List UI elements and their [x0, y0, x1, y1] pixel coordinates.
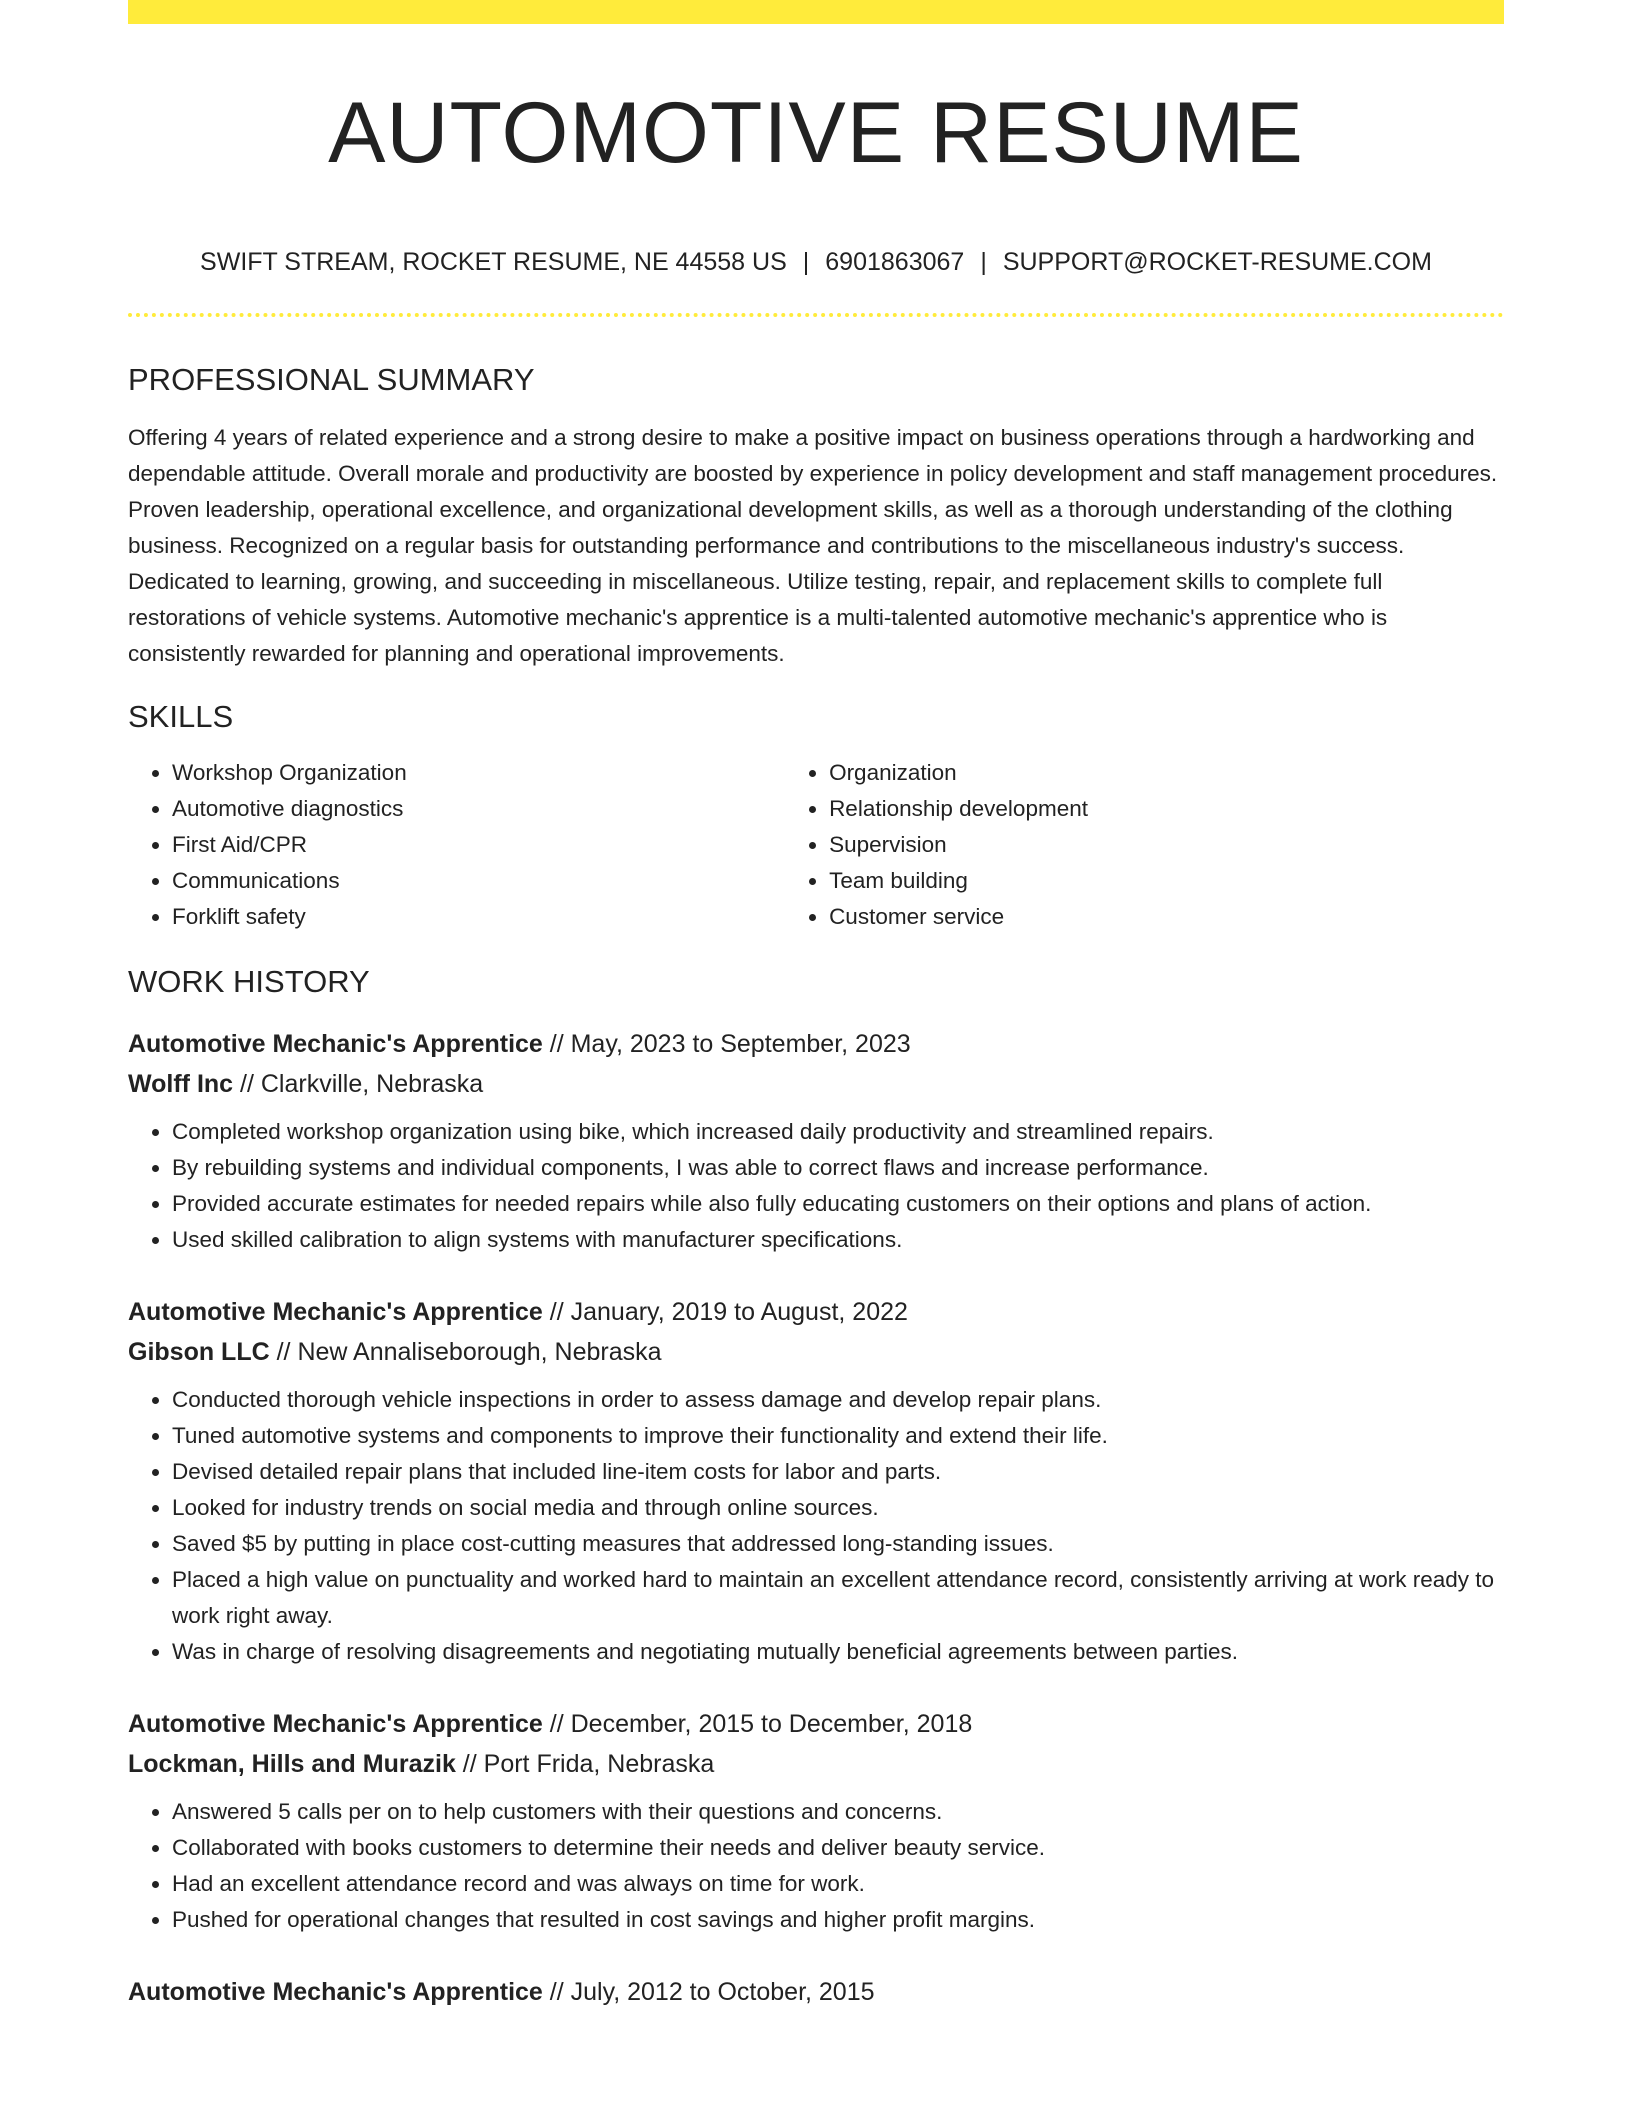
job-title: Automotive Mechanic's Apprentice — [128, 1710, 543, 1739]
job-bullets — [128, 1794, 1504, 1938]
summary-heading: PROFESSIONAL SUMMARY — [128, 361, 535, 397]
job-bullet: • Had an excellent attendance record and was always on time for work. — [172, 1866, 1504, 1902]
job-bullet: • Collaborated with books customers to determine their needs and deliver beauty service. — [172, 1830, 1504, 1866]
job-bullet: • Placed a high value on punctuality and worked hard to maintain an excellent attendance record, consistently arriving at work ready to work right away. — [172, 1562, 1504, 1634]
job-entry — [128, 1292, 1504, 1670]
job-title-line — [128, 1972, 1504, 2012]
job-title: Automotive Mechanic's Apprentice — [128, 1030, 543, 1059]
job-bullet: • Was in charge of resolving disagreements and negotiating mutually beneficial agreements between parties. — [172, 1634, 1504, 1670]
job-title: Automotive Mechanic's Apprentice — [128, 1978, 543, 2007]
skills-list — [128, 755, 1504, 935]
job-company: Gibson LLC — [128, 1338, 270, 1367]
skill-item: • Workshop Organization — [172, 755, 785, 791]
contact-separator: | — [802, 247, 810, 276]
dotted-divider — [128, 313, 1504, 317]
job-location: // New Annaliseborough, Nebraska — [269, 1338, 662, 1367]
job-bullet: • Completed workshop organization using bike, which increased daily productivity and streamlined repairs. — [172, 1114, 1504, 1150]
contact-phone: 6901863067 — [825, 247, 965, 276]
job-title-line — [128, 1292, 1504, 1332]
job-title-line — [128, 1704, 1504, 1744]
job-bullet: • By rebuilding systems and individual components, I was able to correct flaws and increase performance. — [172, 1150, 1504, 1186]
job-company-line — [128, 1064, 1504, 1104]
contact-line — [128, 247, 1504, 277]
skill-item: • Forklift safety — [172, 899, 785, 935]
skill-item: • Relationship development — [829, 791, 1504, 827]
resume-name: AUTOMOTIVE RESUME — [328, 85, 1304, 181]
contact-separator: | — [980, 247, 987, 276]
job-bullet: • Answered 5 calls per on to help customers with their questions and concerns. — [172, 1794, 1504, 1830]
job-entry — [128, 1024, 1504, 1258]
skill-item: • Automotive diagnostics — [172, 791, 785, 827]
contact-email: SUPPORT@ROCKET-RESUME.COM — [1002, 247, 1432, 276]
skills-heading: SKILLS — [128, 698, 234, 734]
job-entry — [128, 1972, 1504, 2012]
skill-item: • Supervision — [829, 827, 1504, 863]
job-company: Wolff Inc — [128, 1070, 234, 1099]
job-bullet: • Tuned automotive systems and components to improve their functionality and extend their life. — [172, 1418, 1504, 1454]
skill-item: • Organization — [829, 755, 1504, 791]
summary-text: Offering 4 years of related experience and a strong desire to make a positive impact on business operations through a hardworking and dependable attitude. Overall morale and productivity are boosted by experience in policy development and staff management procedures. Proven leadership, operational excellence, and organizational development skills, as well as a thorough understanding of the clothing business. Recognized on a regular basis for outstanding performance and contributions to the miscellaneous industry's success. Dedicated to learning, growing, and succeeding in miscellaneous. Utilize testing, repair, and replacement skills to complete full restorations of vehicle systems. Automotive mechanic's apprentice is a multi-talented automotive mechanic's apprentice who is consistently rewarded for planning and operational improvements. — [128, 424, 1498, 666]
job-bullet: • Looked for industry trends on social media and through online sources. — [172, 1490, 1504, 1526]
skill-item: • First Aid/CPR — [172, 827, 785, 863]
job-company-line — [128, 1744, 1504, 1784]
job-entry — [128, 1704, 1504, 1938]
job-dates: // May, 2023 to September, 2023 — [542, 1030, 911, 1059]
contact-address: SWIFT STREAM, ROCKET RESUME, NE 44558 US — [200, 247, 787, 276]
job-location: // Port Frida, Nebraska — [455, 1750, 715, 1779]
job-company-line — [128, 1332, 1504, 1372]
job-bullet: • Conducted thorough vehicle inspections in order to assess damage and develop repair plans. — [172, 1382, 1504, 1418]
job-title: Automotive Mechanic's Apprentice — [128, 1298, 543, 1327]
job-bullets — [128, 1114, 1504, 1258]
skill-item: • Communications — [172, 863, 785, 899]
job-title-line — [128, 1024, 1504, 1064]
skills-column-right — [785, 755, 1504, 935]
job-location: // Clarkville, Nebraska — [233, 1070, 484, 1099]
accent-top-bar — [128, 0, 1504, 24]
job-bullet: • Devised detailed repair plans that included line-item costs for labor and parts. — [172, 1454, 1504, 1490]
resume-page — [128, 0, 1504, 2012]
job-dates: // December, 2015 to December, 2018 — [542, 1710, 973, 1739]
job-bullet: • Saved $5 by putting in place cost-cutting measures that addressed long-standing issues. — [172, 1526, 1504, 1562]
job-dates: // January, 2019 to August, 2022 — [542, 1298, 908, 1327]
job-bullet: • Provided accurate estimates for needed repairs while also fully educating customers on their options and plans of action. — [172, 1186, 1504, 1222]
skill-item: • Team building — [829, 863, 1504, 899]
skill-item: • Customer service — [829, 899, 1504, 935]
job-bullet: • Used skilled calibration to align systems with manufacturer specifications. — [172, 1222, 1504, 1258]
skills-column-left — [128, 755, 785, 935]
job-dates: // July, 2012 to October, 2015 — [542, 1978, 875, 2007]
job-bullet: • Pushed for operational changes that resulted in cost savings and higher profit margins. — [172, 1902, 1504, 1938]
job-bullets — [128, 1382, 1504, 1670]
work-history-heading: WORK HISTORY — [128, 963, 370, 999]
job-company: Lockman, Hills and Murazik — [128, 1750, 456, 1779]
